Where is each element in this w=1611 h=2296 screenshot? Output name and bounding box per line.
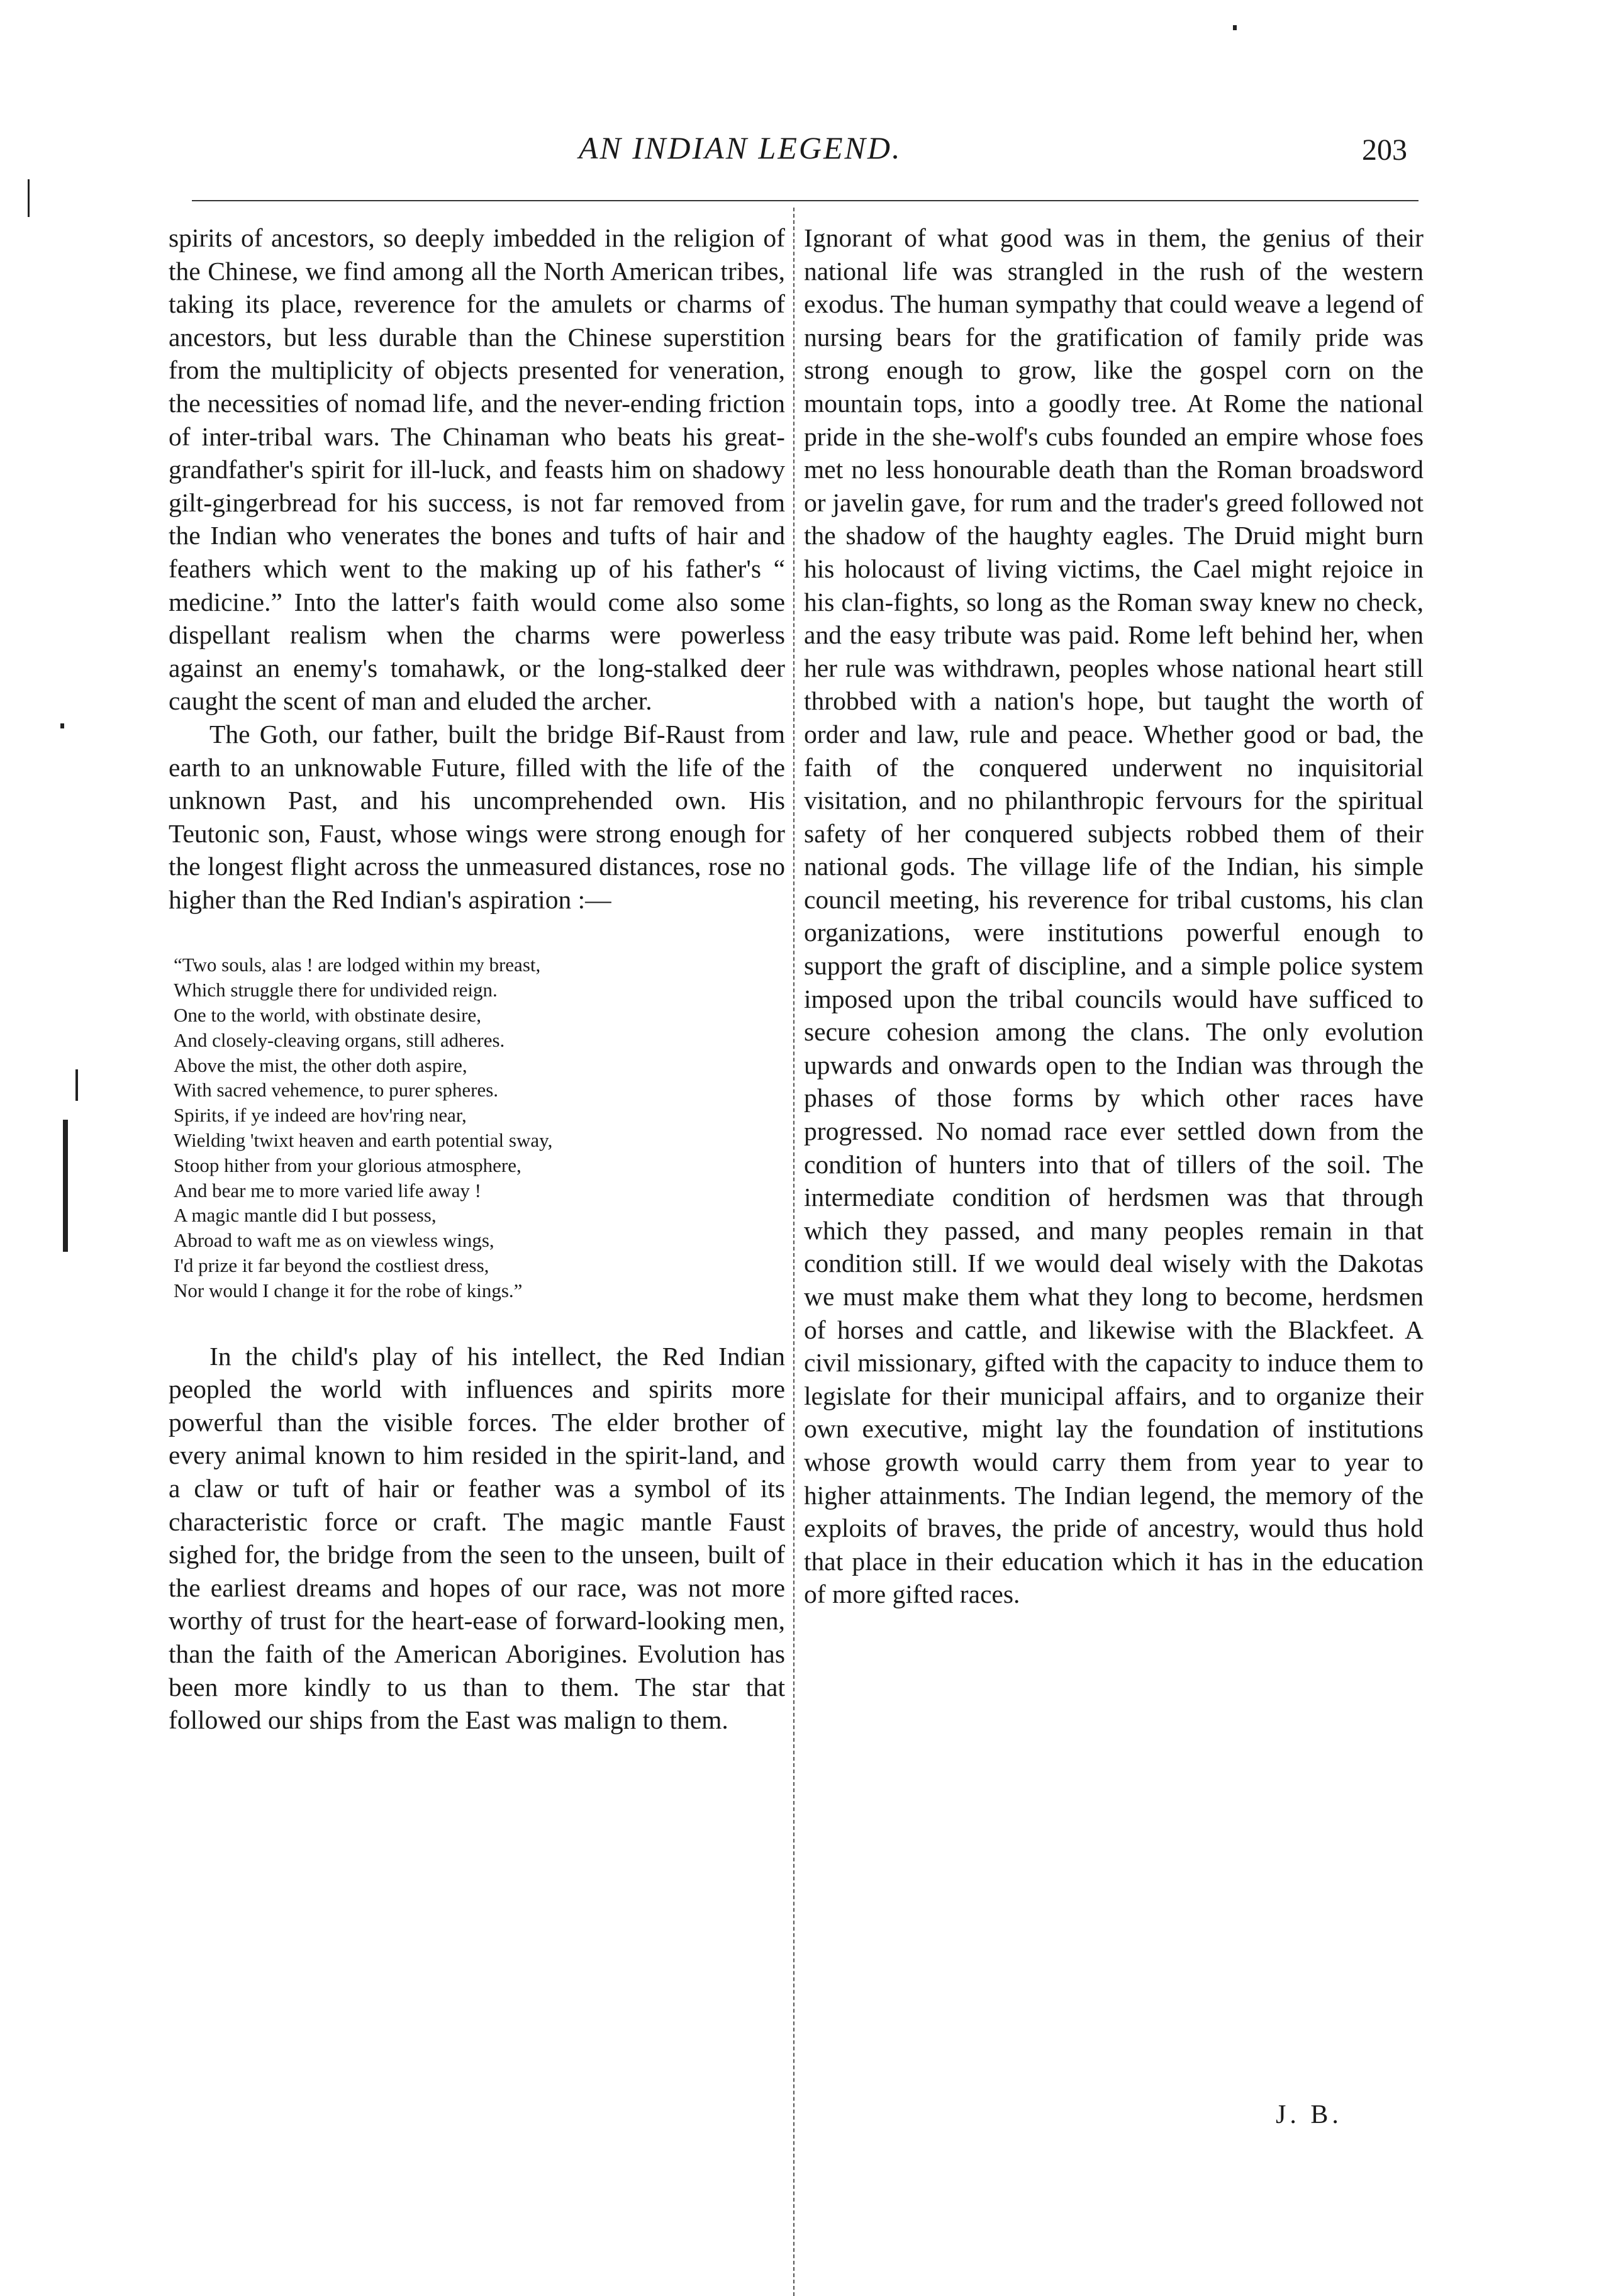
paragraph: Ignorant of what good was in them, the genius of their national life was strangled in the rush of the western exodus. The human sympathy that could weave a legend of nursing bears for the gratification of family pride was strong enough to grow, like the gospel corn on the mountain tops, into a goodly tree. At Rome the national pride in the she-wolf's cubs founded an empire whose foes met no less honourable death than the Roman broadsword or javelin gave, for rum and the trader's greed followed not the shadow of the haughty eagles. The Druid might burn his holocaust of living victims, the Cael might rejoice in his clan-fights, so long as the Roman sway knew no check, and the easy tribute was paid. Rome left behind her, when her rule was withdrawn, peoples whose national heart still throbbed with a nation's hope, but taught the worth of order and law, rule and peace. Whether good or bad, the faith of the conquered underwent no inquisitorial visitation, and no philanthropic fervours for the spiritual safety of her conquered subjects robbed them of their national gods. The village life of the Indian, his simple council meeting, his reverence for tribal customs, his clan organizations, were institutions powerful enough to support the graft of discipline, and a simple police system imposed upon the tribal councils would have sufficed to secure cohesion among the clans. The only evolution upwards and onwards open to the Indian was through the phases of those forms by which other races have progressed. No nomad race ever settled down from the condition of hunters into that of tillers of the soil. The intermediate condition of herdsmen was that through which they passed, and many peoples remain in that condition still. If we would deal wisely with the Dakotas we must make them what they long to become, herdsmen of horses and cattle, and likewise with the Blackfeet. A civil missionary, gifted with the capacity to induce them to legislate for their municipal affairs, and to organize their own executive, might lay the foundation of institutions whose growth would carry them from year to year to higher attainments. The Indian legend, the memory of the exploits of braves, the pride of ancestry, would thus hold that place in their education which it has in the education of more gifted races.: [804, 223, 1424, 1609]
margin-mark: [28, 179, 30, 217]
poem-line: A magic mantle did I but possess,: [174, 1204, 437, 1227]
poem-line: Nor would I change it for the robe of kings.”: [174, 1279, 523, 1301]
poem-line: And bear me to more varied life away !: [174, 1179, 481, 1201]
running-header: [0, 126, 1611, 170]
paragraph: spirits of ancestors, so deeply imbedded in the religion of the Chinese, we find among all the North American tribes, taking its place, reverence for the amulets or charms of ancestors, but less durable than the Chinese superstition from the multiplicity of objects presented for veneration, the necessities of nomad life, and the never-ending friction of inter-tribal wars. The Chinaman who beats his great-grandfather's spirit for ill-luck, and feasts him on shadowy gilt-gingerbread for his success, is not far removed from the Indian who venerates the bones and tufts of hair and feathers which went to the making up of his father's “ medicine.” Into the latter's faith would come also some dispellant realism when the charms were powerless against an enemy's tomahawk, or the long-stalked deer caught the scent of man and eluded the archer.: [169, 223, 785, 716]
column-divider: [793, 208, 794, 2296]
poem-line: Which struggle there for undivided reign.: [174, 979, 498, 1001]
page-number: 203: [1362, 133, 1407, 167]
margin-mark: [75, 1069, 78, 1101]
right-column: [804, 221, 1424, 1611]
margin-mark: [60, 723, 64, 728]
poem-line: Wielding 'twixt heaven and earth potential sway,: [174, 1129, 553, 1152]
poem-line: I'd prize it far beyond the costliest dress,: [174, 1254, 489, 1277]
poem-line: With sacred vehemence, to purer spheres.: [174, 1079, 499, 1101]
paragraph: In the child's play of his intellect, the Red Indian peopled the world with influences and spirits more powerful than the visible forces. The elder brother of every animal known to him resided in the spirit-land, and a claw or tuft of hair or feather was a symbol of its characteristic force or craft. The magic mantle Faust sighed for, the bridge from the seen to the unseen, built of the earliest dreams and hopes of our race, was not more worthy of trust for the heart-ease of forward-looking men, than the faith of the American Aborigines. Evolution has been more kindly to us than to them. The star that followed our ships from the East was malign to them.: [169, 1341, 785, 1735]
poem-line: And closely-cleaving organs, still adheres.: [174, 1028, 505, 1051]
author-signature: J. B.: [1276, 2100, 1342, 2129]
poem-line: “Two souls, alas ! are lodged within my breast,: [174, 954, 541, 976]
poem-line: Spirits, if ye indeed are hov'ring near,: [174, 1104, 467, 1127]
poem-line: Stoop hither from your glorious atmosphere,: [174, 1154, 521, 1176]
margin-mark: [1233, 25, 1237, 30]
poem-line: Above the mist, the other doth aspire,: [174, 1054, 467, 1076]
poem-line: One to the world, with obstinate desire,: [174, 1004, 482, 1027]
running-title: AN INDIAN LEGEND.: [579, 130, 902, 165]
poem-line: Abroad to waft me as on viewless wings,: [174, 1229, 494, 1252]
left-column: [169, 221, 785, 1737]
margin-mark: [63, 1120, 68, 1252]
poem-quotation: [169, 952, 785, 1303]
header-rule: [192, 200, 1419, 201]
paragraph: The Goth, our father, built the bridge Bif-Raust from earth to an unknowable Future, filled with the life of the unknown Past, and his uncomprehended own. His Teutonic son, Faust, whose wings were strong enough for the longest flight across the unmeasured distances, rose no higher than the Red Indian's aspiration :—: [169, 719, 785, 914]
